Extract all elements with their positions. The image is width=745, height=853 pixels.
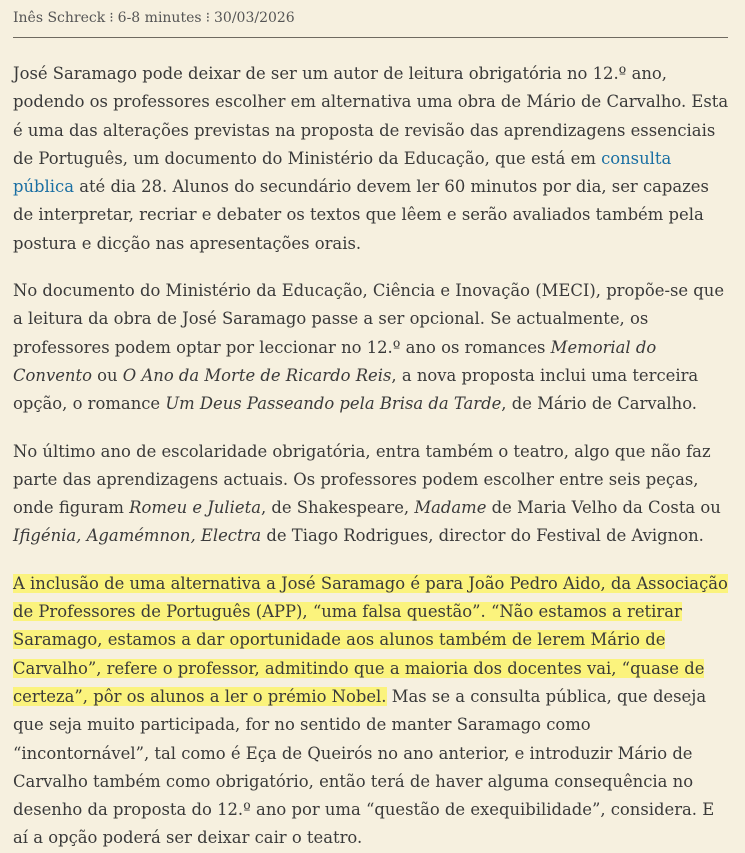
paragraph-2 bbox=[13, 277, 729, 418]
meta-separator: ⁝ bbox=[205, 10, 211, 26]
paragraph-4 bbox=[13, 570, 729, 853]
play-title: Madame bbox=[414, 498, 487, 518]
paragraph-text: Mas se a consulta pública, que deseja que seja muito participada, for no sentido de manter Saramago como “incontornável”, tal como é Eça de Queirós no ano anterior, e introduzir Mário de Carvalho também como obrigatório, então terá de haver alguma consequência no desenho da proposta do 12.º ano por uma “questão de exequibilidade”, considera. E aí a opção poderá ser deixar cair o teatro. bbox=[13, 686, 715, 848]
author-name: Inês Schreck bbox=[13, 10, 106, 26]
play-title: Ifigénia, Agamémnon, Electra bbox=[13, 526, 262, 546]
play-title: Romeu e Julieta bbox=[129, 498, 261, 518]
paragraph-text: José Saramago pode deixar de ser um autor de leitura obrigatória no 12.º ano, podendo os professores escolher em alternativa uma obra de Mário de Carvalho. Esta é uma das alterações previstas na proposta de revisão das aprendizagens essenciais de Português, um documento do Ministério da Educação, que está em bbox=[13, 64, 729, 168]
read-time: 6-8 minutes bbox=[117, 10, 202, 26]
article-meta bbox=[13, 9, 728, 38]
paragraph-text: , a nova proposta inclui uma terceira opção, o romance bbox=[13, 365, 699, 414]
consulta-publica-link[interactable]: consulta pública bbox=[13, 148, 672, 197]
paragraph-text: de Tiago Rodrigues, director do Festival de Avignon. bbox=[261, 526, 704, 546]
book-title: Um Deus Passeando pela Brisa da Tarde bbox=[165, 394, 502, 414]
paragraph-text: até dia 28. Alunos do secundário devem ler 60 minutos por dia, ser capazes de interpretar, recriar e debater os textos que lêem e serão avaliados também pela postura e dicção nas apresentações orais. bbox=[13, 177, 709, 253]
paragraph-text: No último ano de escolaridade obrigatória, entra também o teatro, algo que não faz parte das aprendizagens actuais. Os professores podem escolher entre seis peças, onde figuram bbox=[13, 441, 711, 518]
paragraph-text: No documento do Ministério da Educação, Ciência e Inovação (MECI), propõe-se que a leitura da obra de José Saramago passe a ser opcional. Se actualmente, os professores podem optar por leccionar no 12.º ano os romances bbox=[13, 281, 725, 357]
paragraph-1 bbox=[13, 60, 729, 258]
paragraph-text: ou bbox=[91, 365, 123, 385]
book-title: Memorial do Convento bbox=[13, 337, 657, 385]
book-title: O Ano da Morte de Ricardo Reis bbox=[122, 365, 392, 385]
meta-separator: ⁝ bbox=[109, 10, 114, 26]
paragraph-text: , de Mário de Carvalho. bbox=[501, 394, 697, 414]
article-body bbox=[13, 60, 728, 853]
publish-date: 30/03/2026 bbox=[214, 10, 295, 26]
highlighted-text[interactable]: A inclusão de uma alternativa a José Saramago é para João Pedro Aido, da Associação de Professores de Português (APP), “uma falsa questão”. “Não estamos a retirar Saramago, estamos a dar oportunidade aos alunos também de lerem Mário de Carvalho”, refere o professor, admitindo que a maioria dos docentes vai, “quase de certeza”, pôr os alunos a ler o prémio Nobel. bbox=[13, 573, 728, 706]
paragraph-text: de Maria Velho da Costa ou bbox=[486, 498, 721, 518]
paragraph-text: , de Shakespeare, bbox=[260, 498, 415, 518]
paragraph-3 bbox=[13, 438, 729, 551]
